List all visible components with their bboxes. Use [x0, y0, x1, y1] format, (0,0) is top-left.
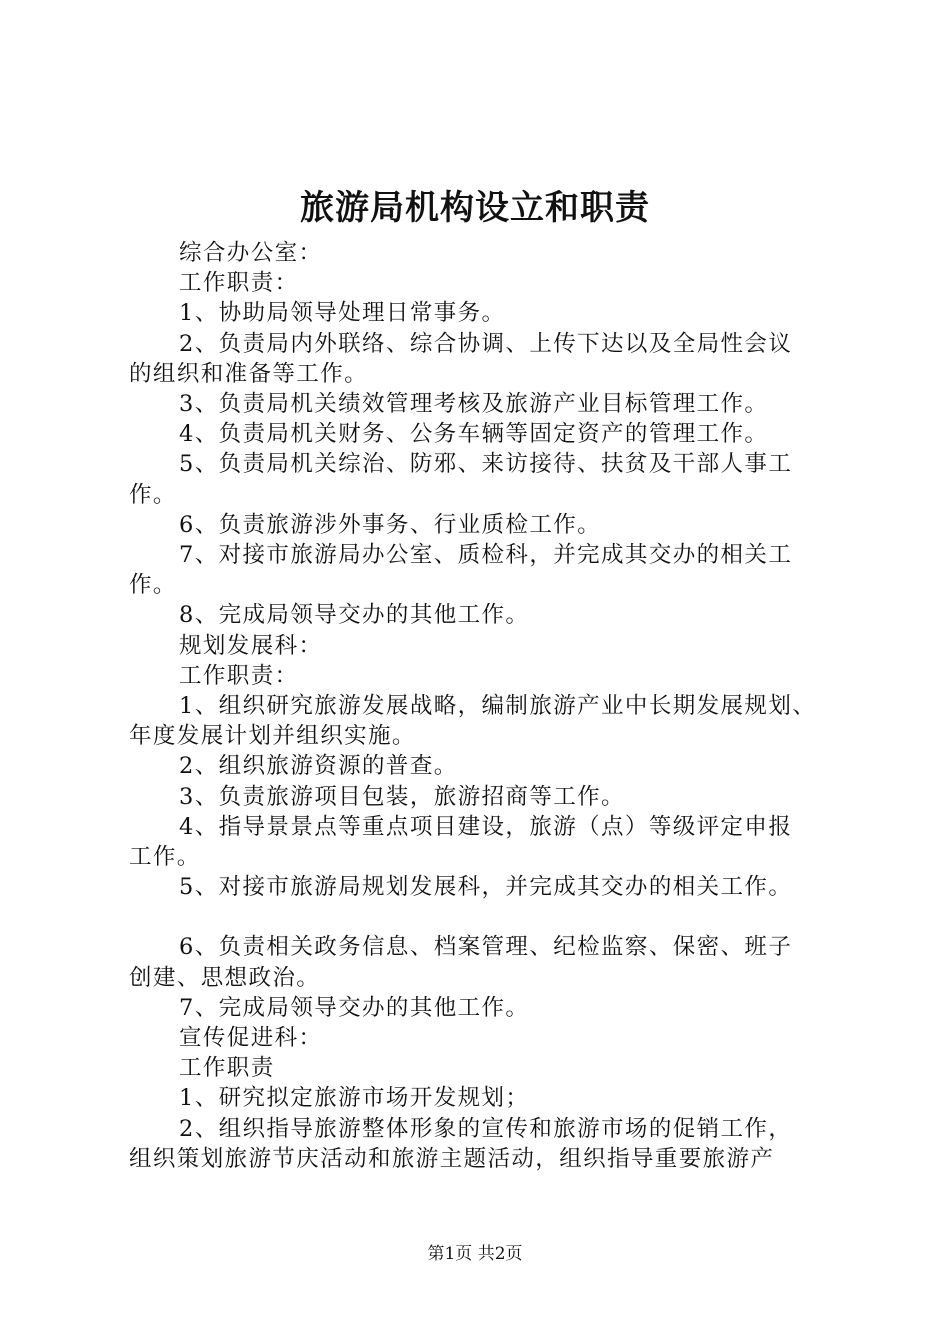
paragraph-line: 5、对接市旅游局规划发展科，并完成其交办的相关工作。 [179, 874, 793, 901]
paragraph-line: 4、指导景景点等重点项目建设，旅游（点）等级评定申报 [179, 813, 793, 840]
paragraph-line: 规划发展科： [179, 632, 323, 659]
paragraph-line: 8、完成局领导交办的其他工作。 [179, 602, 530, 629]
paragraph-line: 7、完成局领导交办的其他工作。 [179, 994, 530, 1021]
paragraph-line: 工作职责： [179, 270, 299, 297]
paragraph-continuation-line: 作。 [129, 481, 177, 508]
paragraph-line: 工作职责 [179, 1055, 275, 1082]
paragraph-line: 7、对接市旅游局办公室、质检科，并完成其交办的相关工 [179, 542, 793, 569]
paragraph-line: 6、负责相关政务信息、档案管理、纪检监察、保密、班子 [179, 934, 793, 961]
paragraph-continuation-line: 作。 [129, 572, 177, 599]
paragraph-line: 1、协助局领导处理日常事务。 [179, 300, 506, 327]
paragraph-line: 2、组织指导旅游整体形象的宣传和旅游市场的促销工作， [179, 1115, 793, 1142]
paragraph-line: 1、研究拟定旅游市场开发规划； [179, 1085, 530, 1112]
paragraph-line: 4、负责局机关财务、公务车辆等固定资产的管理工作。 [179, 421, 769, 448]
paragraph-line: 6、负责旅游涉外事务、行业质检工作。 [179, 511, 602, 538]
paragraph-line: 5、负责局机关综治、防邪、来访接待、扶贫及干部人事工 [179, 451, 793, 478]
paragraph-line: 2、组织旅游资源的普查。 [179, 753, 458, 780]
document-title: 旅游局机构设立和职责 [300, 188, 650, 228]
paragraph-line: 工作职责： [179, 662, 299, 689]
document-body [129, 238, 829, 1174]
paragraph-line: 3、负责局机关绩效管理考核及旅游产业目标管理工作。 [179, 391, 769, 418]
page-footer: 第1页 共2页 [427, 1244, 523, 1264]
paragraph-line: 2、负责局内外联络、综合协调、上传下达以及全局性会议 [179, 330, 793, 357]
paragraph-continuation-line: 工作。 [129, 844, 201, 871]
paragraph-line: 宣传促进科： [179, 1025, 323, 1052]
paragraph-line: 综合办公室： [179, 240, 323, 266]
paragraph-continuation-line: 的组织和准备等工作。 [129, 360, 369, 387]
paragraph-continuation-line: 组织策划旅游节庆活动和旅游主题活动，组织指导重要旅游产 [129, 1145, 775, 1172]
paragraph-continuation-line: 创建、思想政治。 [129, 964, 321, 991]
paragraph-continuation-line: 年度发展计划并组织实施。 [129, 723, 416, 750]
paragraph-line: 3、负责旅游项目包装，旅游招商等工作。 [179, 783, 625, 810]
paragraph-line: 1、组织研究旅游发展战略，编制旅游产业中长期发展规划、 [179, 693, 817, 720]
